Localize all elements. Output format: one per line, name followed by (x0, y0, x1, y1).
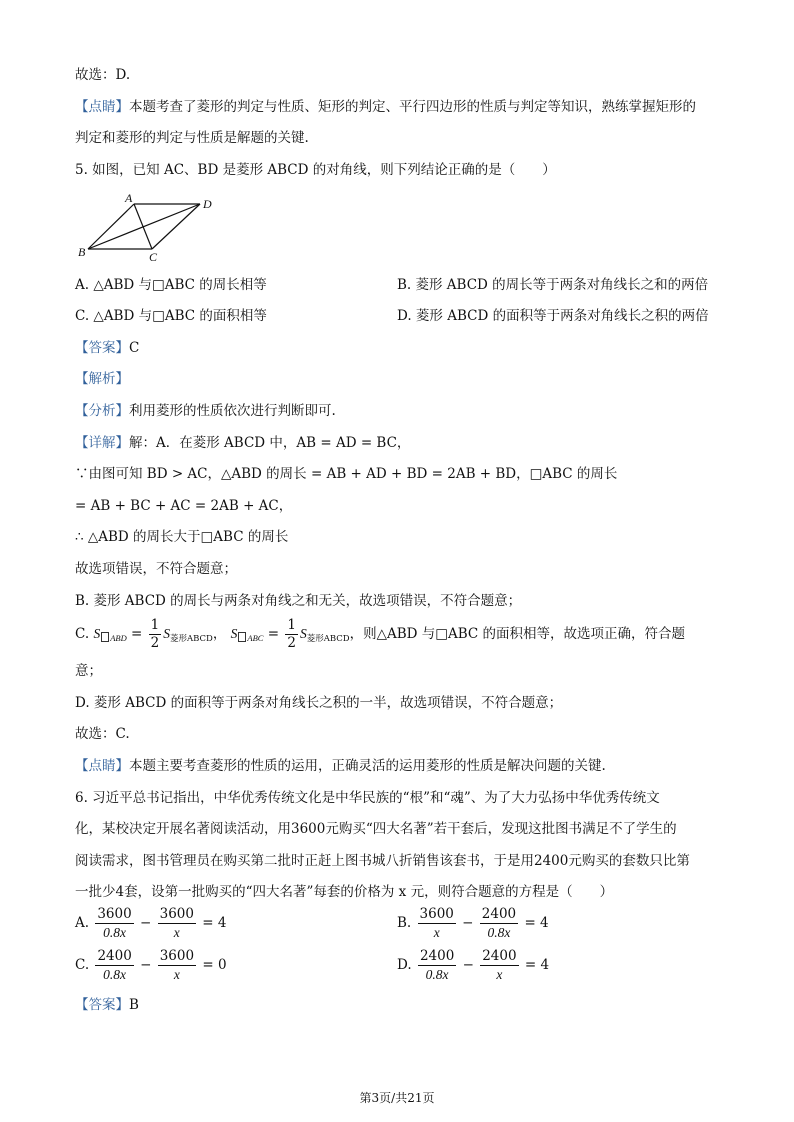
analysis-line: 【分析】利用菱形的性质依次进行判断即可. (75, 403, 336, 419)
comment-tag: 【点睛】 (75, 99, 129, 115)
detail-line-4: ∴ △ABD 的周长大于□ABC 的周长 (75, 529, 289, 545)
diagonal-bd (88, 204, 200, 249)
fraction-half-1: $\frac{1}{2}$ (150, 617, 160, 651)
answer-line (75, 339, 139, 357)
fraction-half-2: $\frac{1}{2}$ (287, 617, 296, 651)
question-5: 5. 如图，已知 AC、BD 是菱形 ABCD 的对角线，则下列结论正确的是（ ） (75, 162, 556, 178)
question-6-line-3: 阅读需求，图书管理员在购买第二批时正赶上图书城八折销售该套书，于是用2400元购买的套数只比第 (75, 853, 690, 869)
vertex-label-b: B (78, 245, 86, 259)
vertex-label-a: A (125, 193, 133, 205)
question-6-line-4: 一批少4套，设第一批购买的“四大名著”每套的价格为 x 元，则符合题意的方程是（ ） (75, 884, 614, 900)
detail-line-area-formula: C. S $_{ABD}$ = $\frac{1}{2}$ $S_{菱形ABCD}$， S $_{ABC}$ = $\frac{1}{2}$ $S_{菱形ABCD}$，则△ABD 与□ABC 的面积相等，故选项正确，符合题 (75, 617, 686, 651)
detail-line-10: 故选：C. (75, 726, 130, 742)
q5-option-a: A. △ABD 与□ABC 的周长相等 (75, 277, 267, 293)
detail-line-3: = AB + BC + AC = 2AB + AC， (75, 498, 293, 514)
comment-line-2: 判定和菱形的判定与性质是解题的关键. (75, 130, 309, 146)
detail-line-9: D. 菱形 ABCD 的面积等于两条对角线长之积的一半，故选项错误，不符合题意； (75, 695, 563, 711)
question-6-line-1: 6. 习近平总书记指出，中华优秀传统文化是中华民族的“根”和“魂”、为了大力弘扬中华优秀传统文 (75, 790, 660, 806)
vertex-label-c: C (149, 250, 158, 263)
rhombus-figure (78, 193, 218, 263)
page-footer: 第3页/共21页 (359, 1091, 435, 1105)
q6-option-a: A. $\frac{3600}{0.8x}$ − $\frac{3600}{x}$ = 4 (75, 906, 227, 940)
comment-line-3: 【点睛】本题主要考查菱形的性质的运用，正确灵活的运用菱形的性质是解决问题的关键. (75, 758, 606, 774)
q5-option-d: D. 菱形 ABCD 的面积等于两条对角线长之积的两倍 (397, 308, 709, 324)
question-6-line-2: 化，某校决定开展名著阅读活动，用3600元购买“四大名著”若干套后，发现这批图书满足不了学生的 (75, 821, 677, 837)
answer-tag: 【答案】 (75, 340, 129, 356)
detail-line-8: 意； (75, 663, 102, 679)
side-ab (88, 204, 134, 249)
vertex-label-d: D (203, 197, 212, 211)
answer-value: C (129, 340, 140, 356)
detail-line-6: B. 菱形 ABCD 的周长与两条对角线之和无关，故选项错误，不符合题意； (75, 593, 522, 609)
q6-answer-value: B (129, 997, 139, 1013)
q5-option-b: B. 菱形 ABCD 的周长等于两条对角线长之和的两倍 (397, 277, 709, 293)
detail-line-2: ∵由图可知 BD > AC，△ABD 的周长 = AB + AD + BD = 2AB + BD，□ABC 的周长 (75, 466, 618, 482)
detail-line-1: 【详解】解：A．在菱形 ABCD 中，AB = AD = BC， (75, 435, 411, 451)
analysis-heading: 【解析】 (75, 371, 129, 387)
q6-option-b: B. $\frac{3600}{x}$ − $\frac{2400}{0.8x}$ = 4 (397, 906, 549, 940)
conclusion-line: 故选：D. (75, 67, 131, 83)
detail-line-5: 故选项错误，不符合题意； (75, 561, 237, 577)
q5-option-c: C. △ABD 与□ABC 的面积相等 (75, 308, 267, 324)
q6-answer-line: 【答案】B (75, 997, 139, 1013)
comment-line-1: 【点睛】本题考查了菱形的判定与性质、矩形的判定、平行四边形的性质与判定等知识，熟练掌握矩形的 (75, 99, 696, 115)
side-dc (152, 204, 200, 249)
q6-option-d: D. $\frac{2400}{0.8x}$ − $\frac{2400}{x}$ = 4 (397, 948, 550, 982)
q6-option-c: C. $\frac{2400}{0.8x}$ − $\frac{3600}{x}$ = 0 (75, 948, 227, 982)
